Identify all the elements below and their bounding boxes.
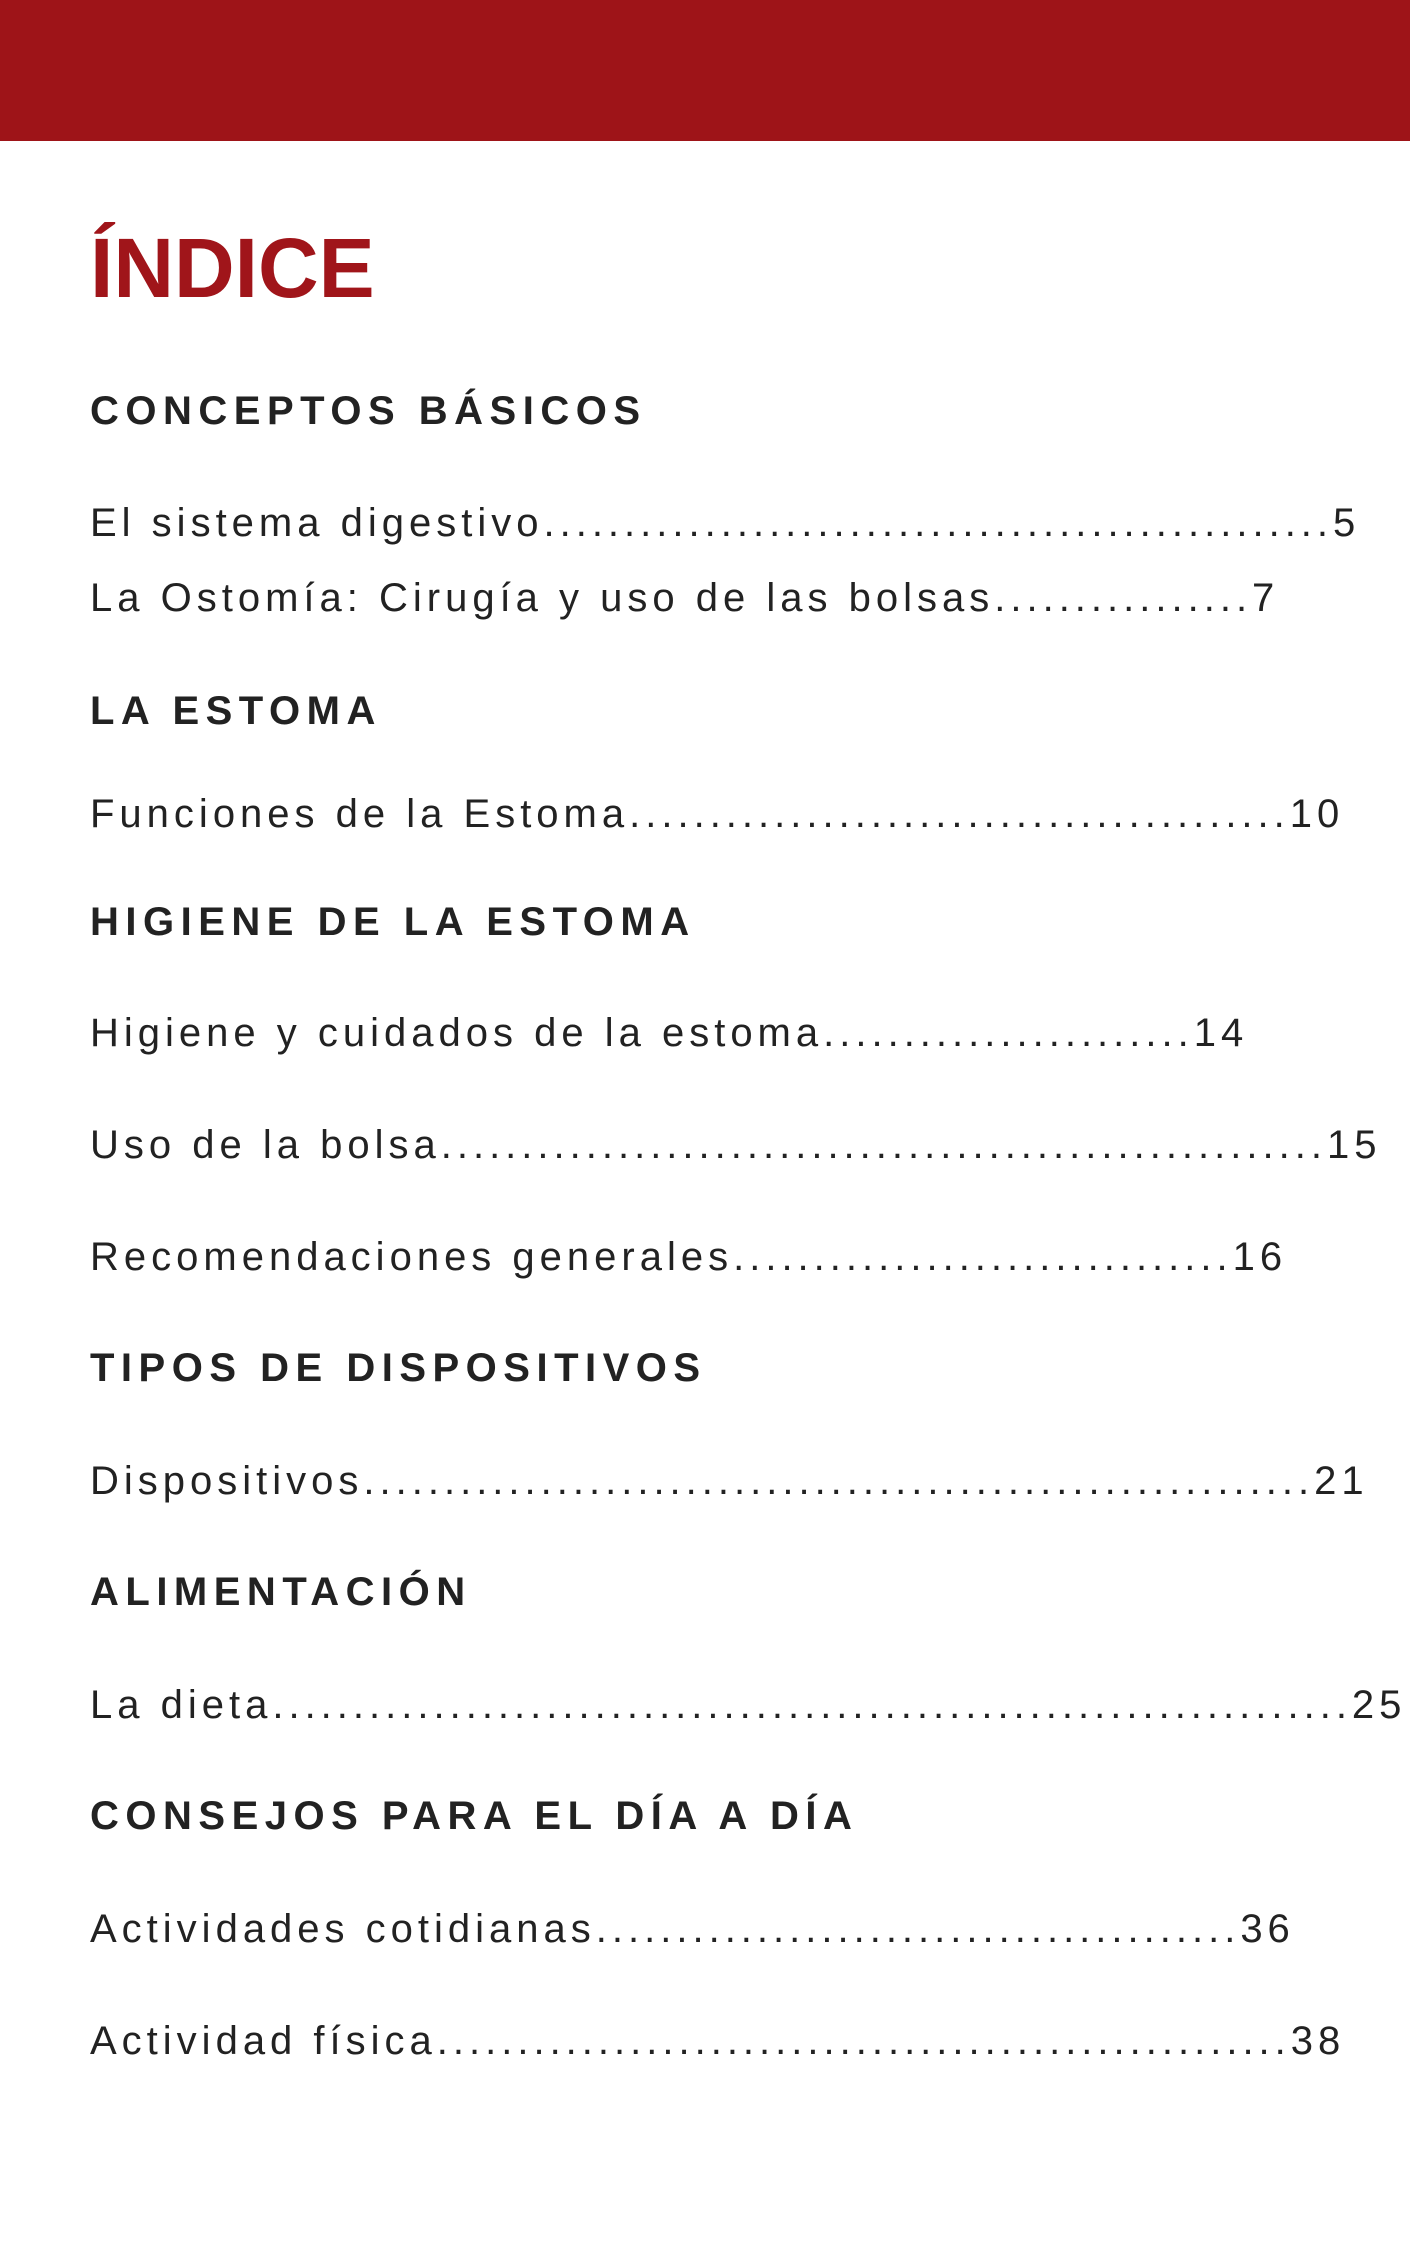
section-heading-conceptos-basicos: CONCEPTOS BÁSICOS: [90, 389, 647, 433]
toc-entry-uso-bolsa[interactable]: Uso de la bolsa.......................................................15: [90, 1123, 1382, 1167]
page-title: ÍNDICE: [90, 221, 375, 315]
toc-entry-higiene-cuidados[interactable]: Higiene y cuidados de la estoma.......................14: [90, 1011, 1249, 1055]
section-heading-tipos-dispositivos: TIPOS DE DISPOSITIVOS: [90, 1346, 707, 1390]
toc-entry-actividades-cotidianas[interactable]: Actividades cotidianas........................................36: [90, 1907, 1295, 1951]
toc-entry-ostomia[interactable]: La Ostomía: Cirugía y uso de las bolsas................7: [90, 576, 1280, 620]
toc-entry-actividad-fisica[interactable]: Actividad física.....................................................38: [90, 2019, 1346, 2063]
section-heading-alimentacion: ALIMENTACIÓN: [90, 1570, 472, 1614]
toc-entry-recomendaciones[interactable]: Recomendaciones generales...............................16: [90, 1235, 1288, 1279]
section-heading-consejos: CONSEJOS PARA EL DÍA A DÍA: [90, 1794, 859, 1838]
toc-entry-funciones-estoma[interactable]: Funciones de la Estoma.........................................10: [90, 792, 1345, 836]
toc-entry-dieta[interactable]: La dieta...................................................................25: [90, 1683, 1407, 1727]
header-accent-bar: [0, 0, 1410, 141]
toc-entry-dispositivos[interactable]: Dispositivos...........................................................21: [90, 1459, 1369, 1503]
section-heading-higiene: HIGIENE DE LA ESTOMA: [90, 900, 696, 944]
toc-entry-sistema-digestivo[interactable]: El sistema digestivo.................................................5: [90, 501, 1361, 545]
section-heading-la-estoma: LA ESTOMA: [90, 689, 382, 733]
